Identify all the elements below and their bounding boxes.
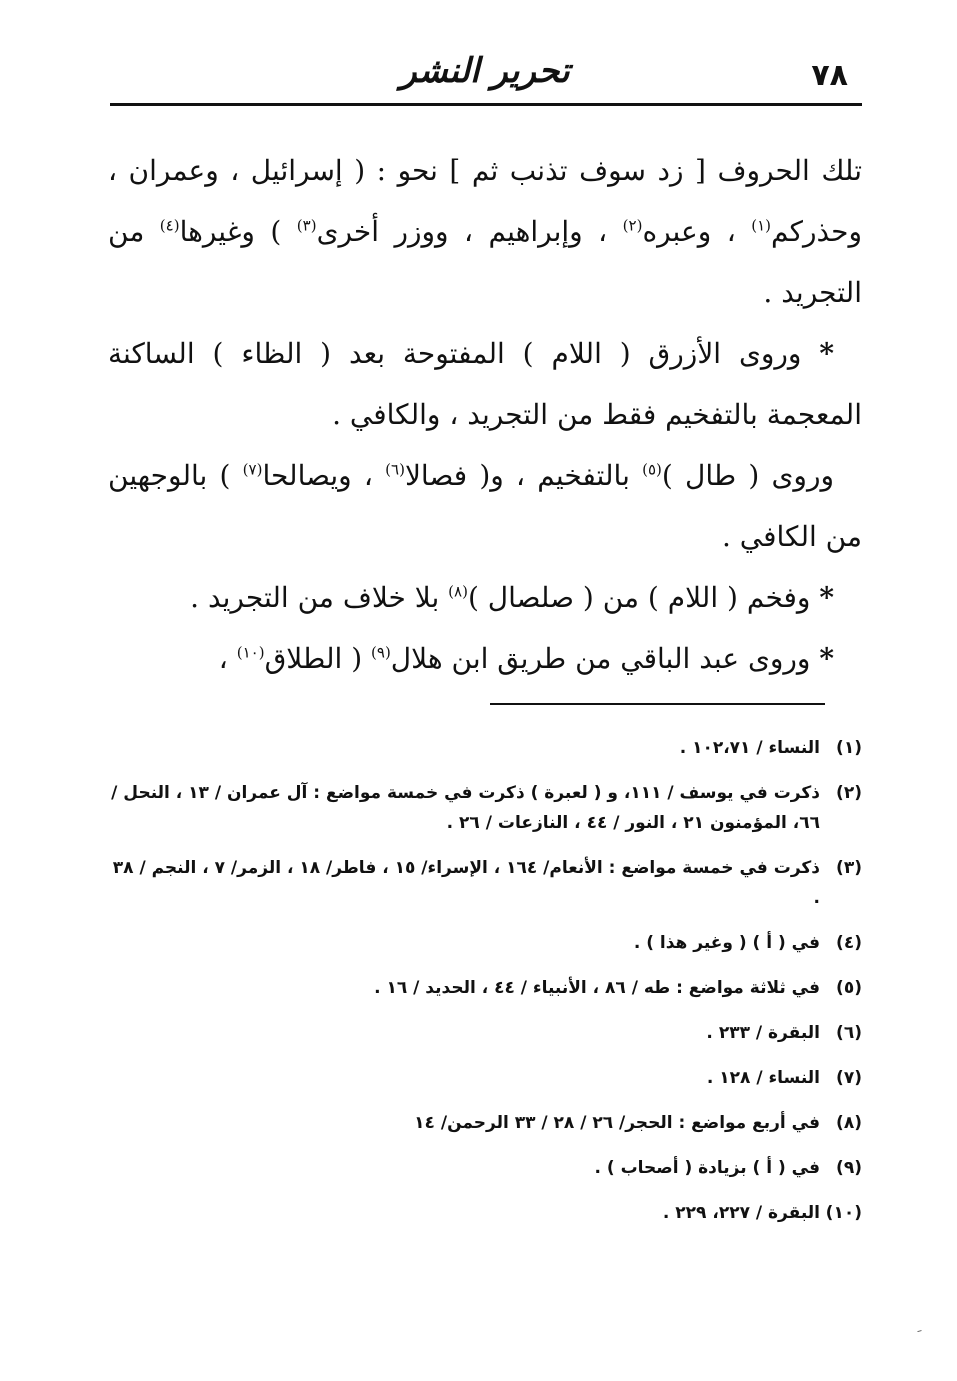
footnote-text: في ثلاثة مواضع : طه / ٨٦ ، الأنبياء / ٤٤ ، الحديد / ١٦ . bbox=[374, 978, 820, 998]
footnote-number: (٢) bbox=[836, 783, 862, 803]
footnote-8 bbox=[108, 1108, 862, 1138]
footnote-ref[interactable]: (١) bbox=[751, 216, 771, 235]
text-run: ) وغيرها bbox=[179, 215, 297, 248]
footnote-4 bbox=[108, 928, 862, 958]
footnote-number: (٤) bbox=[836, 933, 862, 953]
text-run: ، وعبره bbox=[642, 215, 752, 248]
footnote-ref[interactable]: (٥) bbox=[642, 460, 662, 479]
footnote-text: ذكرت في يوسف / ١١١، و ( لعبرة ) ذكرت في خمسة مواضع : آل عمران / ١٣ ، النحل / ٦٦، المؤمنون ٢١ ، النور / ٤٤ ، النازعات / ٢٦ . bbox=[111, 783, 820, 833]
footnote-ref[interactable]: (٧) bbox=[242, 460, 263, 479]
footnotes bbox=[108, 733, 862, 1243]
footnote-text: النساء / ١٢٨ . bbox=[706, 1068, 820, 1088]
main-text bbox=[108, 140, 862, 689]
text-run: ، وإبراهيم ، ووزر أخرى bbox=[316, 215, 623, 248]
text-run: من التجريد . bbox=[108, 215, 862, 309]
page-header bbox=[110, 40, 862, 104]
star-marker: * bbox=[819, 642, 834, 675]
text-run: بالتفخيم ، و( فصالا bbox=[404, 459, 643, 492]
footnote-5 bbox=[108, 973, 862, 1003]
footnote-text: البقرة / ٢٣٣ . bbox=[706, 1023, 820, 1043]
footnote-9 bbox=[108, 1153, 862, 1183]
text-run: ، ويصالحا bbox=[262, 459, 386, 492]
page-number: ٧٨ bbox=[811, 58, 848, 93]
star-marker: * bbox=[819, 337, 834, 370]
footnote-ref[interactable]: (٤) bbox=[159, 216, 180, 235]
header-rule bbox=[110, 103, 862, 106]
paragraph-1 bbox=[108, 140, 862, 323]
footnote-1 bbox=[108, 733, 862, 763]
footnote-text: البقرة / ٢٢٧، ٢٢٩ . bbox=[662, 1203, 820, 1223]
text-run: ، bbox=[218, 642, 237, 675]
text-run: تلك الحروف [ زد سوف تذنب ثم ] نحو : ( إسرائيل ، وعمران ، وحذركم bbox=[108, 154, 862, 248]
paragraph-3 bbox=[108, 445, 862, 567]
footnote-ref[interactable]: (٩) bbox=[371, 643, 391, 662]
footnote-text: ذكرت في خمسة مواضع : الأنعام/ ١٦٤ ، الإسراء/ ١٥ ، فاطر/ ١٨ ، الزمر/ ٧ ، النجم / ٣٨ . bbox=[112, 858, 820, 908]
footnote-ref[interactable]: (٦) bbox=[385, 460, 405, 479]
footnote-ref[interactable]: (١٠) bbox=[236, 643, 265, 662]
text-run: بلا خلاف من التجريد . bbox=[190, 581, 449, 614]
footnote-number: (١) bbox=[836, 738, 862, 758]
footnote-number: (٩) bbox=[836, 1158, 862, 1178]
text-run: وروى ( طال ) bbox=[661, 459, 834, 492]
footnote-7 bbox=[108, 1063, 862, 1093]
footnote-number: (٣) bbox=[836, 858, 862, 878]
footnote-ref[interactable]: (٢) bbox=[622, 216, 643, 235]
footnote-3 bbox=[108, 853, 862, 913]
star-marker: * bbox=[819, 581, 834, 614]
text-run: وروى عبد الباقي من طريق ابن هلال bbox=[390, 642, 820, 675]
footnote-6 bbox=[108, 1018, 862, 1048]
text-run: ( الطلاق bbox=[264, 642, 372, 675]
footnote-number: (١٠) bbox=[825, 1203, 862, 1223]
footnote-2 bbox=[108, 778, 862, 838]
paragraph-2 bbox=[108, 323, 862, 445]
footnote-text: في أربع مواضع : الحجر/ ٢٦ / ٢٨ / ٣٣ الرحمن/ ١٤ bbox=[414, 1113, 820, 1133]
footnote-number: (٦) bbox=[836, 1023, 862, 1043]
footnote-separator bbox=[490, 703, 825, 705]
footnote-text: النساء / ١٠٢،٧١ . bbox=[679, 738, 820, 758]
footnote-ref[interactable]: (٨) bbox=[448, 582, 468, 601]
footnote-number: (٨) bbox=[836, 1113, 862, 1133]
paragraph-5 bbox=[108, 628, 862, 689]
footnote-number: (٧) bbox=[836, 1068, 862, 1088]
paragraph-4 bbox=[108, 567, 862, 628]
footnote-10 bbox=[108, 1198, 862, 1228]
running-title: تحرير النشر bbox=[400, 51, 570, 91]
footnote-text: في ( أ ) ( وغير هذا ) . bbox=[633, 933, 820, 953]
text-run: وفخم ( اللام ) من ( صلصال ) bbox=[467, 581, 820, 614]
text-run: وروى الأزرق ( اللام ) المفتوحة بعد ( الظاء ) الساكنة المعجمة بالتفخيم فقط من التجريد ، والكافي . bbox=[108, 337, 862, 431]
footnote-text: في ( أ ) بزيادة ( أصحاب ) . bbox=[594, 1158, 820, 1178]
text-run: ) بالوجهين من الكافي . bbox=[108, 459, 862, 553]
footnote-number: (٥) bbox=[836, 978, 862, 998]
footnote-ref[interactable]: (٣) bbox=[296, 216, 317, 235]
